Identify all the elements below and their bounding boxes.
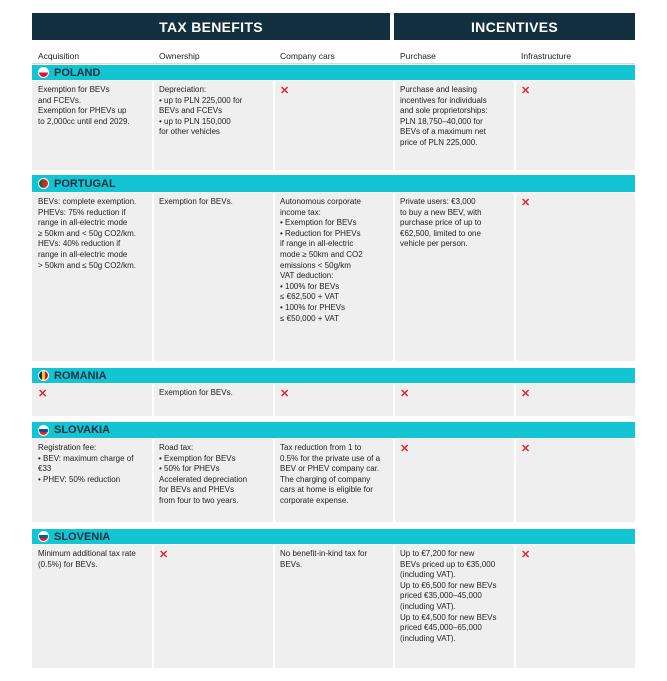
cell-line: BEV or PHEV company car. xyxy=(280,464,380,474)
column-header-ownership: Ownership xyxy=(153,40,274,64)
cell-slovenia-acquisition xyxy=(32,545,153,668)
column-header-infrastructure: Infrastructure xyxy=(515,40,635,64)
cross-icon: ✕ xyxy=(521,197,531,209)
poland-flag-icon xyxy=(38,67,49,78)
cell-line: • 50% for PHEVs xyxy=(159,464,220,474)
cell-line: BEVs priced up to €35,000 xyxy=(400,559,496,569)
cell-line: income tax: xyxy=(280,207,321,217)
cell-line: BEVs: complete exemption. xyxy=(38,197,137,206)
country-band-poland xyxy=(32,65,635,80)
cell-line: Purchase and leasing xyxy=(400,85,477,94)
cell-slovakia-acquisition xyxy=(32,439,153,522)
cell-line: BEVs of a maximum net xyxy=(400,127,486,137)
cell-line: > 50km and ≤ 50g CO2/km. xyxy=(38,260,136,270)
cross-icon: ✕ xyxy=(280,388,290,400)
cell-poland-purchase xyxy=(394,81,515,170)
cell-line: Up to €6,500 for new BEVs xyxy=(400,580,497,590)
country-band-romania xyxy=(32,368,635,383)
country-name: POLAND xyxy=(54,66,101,79)
cell-line: emissions < 50g/km xyxy=(280,260,351,270)
cell-line: from four to two years. xyxy=(159,495,239,505)
cell-line: (including VAT). xyxy=(400,601,456,611)
cell-line: corporate expense. xyxy=(280,495,349,505)
cell-line: range in all-electric mode xyxy=(38,249,128,259)
cell-line: BEVs. xyxy=(280,559,303,569)
cell-line: • Reduction for PHEVs xyxy=(280,228,361,238)
cell-line: BEVs and FCEVs xyxy=(159,106,223,116)
cell-line: priced €35,000–45,000 xyxy=(400,591,482,601)
cross-icon: ✕ xyxy=(38,388,48,400)
country-name: SLOVENIA xyxy=(54,530,111,543)
tax-benefits-title: TAX BENEFITS xyxy=(159,18,263,35)
cell-line: for other vehicles xyxy=(159,127,220,137)
country-name: ROMANIA xyxy=(54,369,107,382)
slovakia-flag-icon xyxy=(38,425,49,436)
slovenia-flag-icon xyxy=(38,531,49,542)
cross-icon: ✕ xyxy=(159,549,169,561)
incentives-header xyxy=(394,13,635,40)
cell-poland-ownership xyxy=(153,81,274,170)
cell-line: ≤ €50,000 + VAT xyxy=(280,313,340,323)
cross-icon: ✕ xyxy=(400,388,410,400)
cell-line: Road tax: xyxy=(159,443,194,452)
cell-line: incentives for individuals xyxy=(400,95,487,105)
cell-line: Registration fee: xyxy=(38,443,97,452)
cell-line: range in all-electric mode xyxy=(38,218,128,228)
cell-slovenia-ownership xyxy=(153,545,274,668)
cell-romania-infrastructure xyxy=(515,384,635,416)
cell-poland-company-cars xyxy=(274,81,394,170)
cell-line: Private users: €3,000 xyxy=(400,197,476,206)
cell-romania-company-cars xyxy=(274,384,394,416)
cell-line: The charging of company xyxy=(280,474,371,484)
cell-slovakia-purchase xyxy=(394,439,515,522)
cell-line: • PHEV: 50% reduction xyxy=(38,474,121,484)
cell-line: €33 xyxy=(38,464,52,474)
cell-line: • 100% for BEVs xyxy=(280,281,340,291)
cell-line: vehicle per person. xyxy=(400,239,468,249)
portugal-flag-icon xyxy=(38,178,49,189)
cell-line: Exemption for BEVs. xyxy=(159,388,233,397)
cell-line: Depreciation: xyxy=(159,85,207,94)
cell-line: PHEVs: 75% reduction if xyxy=(38,207,126,217)
cell-line: price of PLN 225,000. xyxy=(400,137,478,147)
column-header-acquisition: Acquisition xyxy=(32,40,153,64)
cell-slovakia-ownership xyxy=(153,439,274,522)
cell-line: (including VAT). xyxy=(400,570,456,580)
cell-slovenia-purchase xyxy=(394,545,515,668)
incentives-title: INCENTIVES xyxy=(470,18,558,35)
cell-line: Up to €7,200 for new xyxy=(400,549,475,558)
cell-line: if range in all-electric xyxy=(280,239,354,249)
cell-line: • BEV: maximum charge of xyxy=(38,453,134,463)
cell-line: No benefit-in-kind tax for xyxy=(280,549,368,558)
cell-line: priced €45,000–65,000 xyxy=(400,623,482,633)
cell-line: HEVs: 40% reduction if xyxy=(38,239,121,249)
cell-romania-purchase xyxy=(394,384,515,416)
cell-line: Accelerated depreciation xyxy=(159,474,248,484)
cell-slovakia-infrastructure xyxy=(515,439,635,522)
cell-line: 0.5% for the private use of a xyxy=(280,453,381,463)
cell-line: ≥ 50km and < 50g CO2/km. xyxy=(38,228,136,238)
cell-line: VAT deduction: xyxy=(280,271,334,281)
cell-line: to 2,000cc until end 2029. xyxy=(38,116,130,126)
cell-line: cars at home is eligible for xyxy=(280,485,373,495)
country-band-portugal xyxy=(32,175,635,192)
cell-line: purchase price of up to xyxy=(400,218,482,228)
cell-line: (including VAT). xyxy=(400,633,456,643)
cell-romania-ownership xyxy=(153,384,274,416)
cross-icon: ✕ xyxy=(521,443,531,455)
cell-portugal-company-cars xyxy=(274,193,394,361)
column-header-company-cars: Company cars xyxy=(274,40,394,64)
cross-icon: ✕ xyxy=(521,549,531,561)
cell-line: and sole proprietorships: xyxy=(400,106,488,116)
cell-line: to buy a new BEV, with xyxy=(400,207,482,217)
cell-portugal-purchase xyxy=(394,193,515,361)
cell-line: for BEVs and PHEVs xyxy=(159,485,235,495)
cell-line: Exemption for BEVs xyxy=(38,85,110,94)
cell-line: and FCEVs. xyxy=(38,95,82,105)
country-name: PORTUGAL xyxy=(54,177,116,190)
cell-line: Minimum additional tax rate xyxy=(38,549,136,558)
cell-line: Exemption for BEVs. xyxy=(159,197,233,206)
cell-line: (0.5%) for BEVs. xyxy=(38,559,98,569)
cell-line: • 100% for PHEVs xyxy=(280,302,346,312)
cell-line: • Exemption for BEVs xyxy=(159,453,236,463)
cell-line: • up to PLN 150,000 xyxy=(159,116,231,126)
cell-poland-acquisition xyxy=(32,81,153,170)
cell-slovenia-company-cars xyxy=(274,545,394,668)
cell-line: Exemption for PHEVs up xyxy=(38,106,127,116)
cross-icon: ✕ xyxy=(521,85,531,97)
cell-slovenia-infrastructure xyxy=(515,545,635,668)
column-header-purchase: Purchase xyxy=(394,40,515,64)
cross-icon: ✕ xyxy=(280,85,290,97)
tax-benefits-header xyxy=(32,13,390,40)
cross-icon: ✕ xyxy=(400,443,410,455)
cell-line: €62,500, limited to one xyxy=(400,228,481,238)
cell-line: mode ≥ 50km and CO2 xyxy=(280,249,363,259)
cell-line: Up to €4,500 for new BEVs xyxy=(400,612,497,622)
cross-icon: ✕ xyxy=(521,388,531,400)
cell-poland-infrastructure xyxy=(515,81,635,170)
cell-line: Autonomous corporate xyxy=(280,197,361,206)
cell-line: ≤ €62,500 + VAT xyxy=(280,292,340,302)
cell-slovakia-company-cars xyxy=(274,439,394,522)
cell-portugal-acquisition xyxy=(32,193,153,361)
cell-line: PLN 18,750–40,000 for xyxy=(400,116,483,126)
country-band-slovakia xyxy=(32,422,635,438)
cell-portugal-ownership xyxy=(153,193,274,361)
cell-line: • Exemption for BEVs xyxy=(280,218,357,228)
cell-line: • up to PLN 225,000 for xyxy=(159,95,243,105)
romania-flag-icon xyxy=(38,370,49,381)
country-band-slovenia xyxy=(32,529,635,544)
cell-line: Tax reduction from 1 to xyxy=(280,443,362,452)
cell-portugal-infrastructure xyxy=(515,193,635,361)
country-name: SLOVAKIA xyxy=(54,424,111,436)
cell-romania-acquisition xyxy=(32,384,153,416)
